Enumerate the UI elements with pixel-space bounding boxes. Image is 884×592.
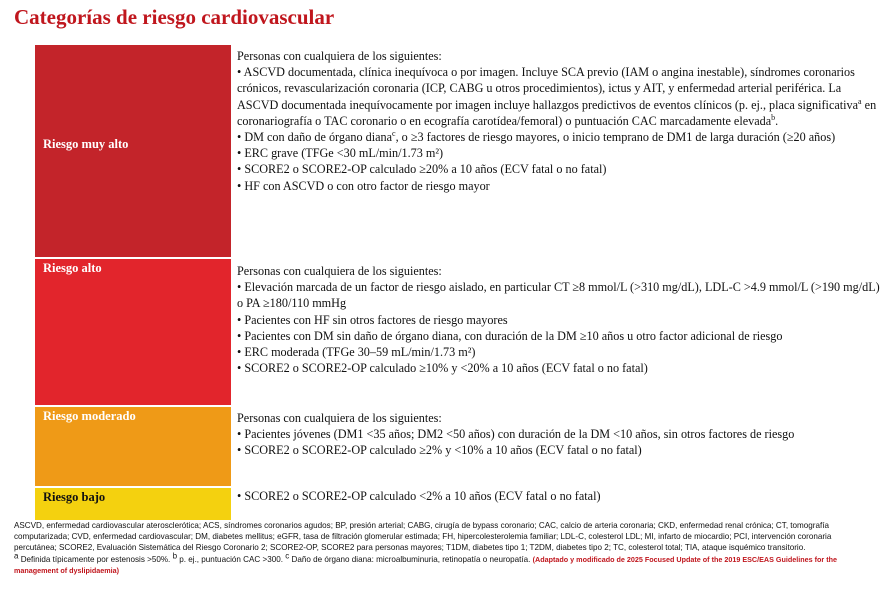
criteria-item: • DM con daño de órgano diana$^c$, o ≥3 factores de riesgo mayores, o inicio temprano de DM1 de larga duración (≥20 años) <box>237 129 880 145</box>
category-label: Riesgo moderado <box>43 409 136 423</box>
footnotes <box>14 520 876 576</box>
row-moderate-risk <box>35 407 880 488</box>
criteria-item: • Elevación marcada de un factor de riesgo aislado, en particular CT ≥8 mmol/L (>310 mg/dL), LDL-C >4.9 mmol/L (>190 mg/dL) o PA ≥180/110 mmHg <box>237 279 880 311</box>
row-low-risk <box>35 488 880 520</box>
page-title: Categorías de riesgo cardiovascular <box>14 5 335 29</box>
criteria-item: • SCORE2 o SCORE2-OP calculado <2% a 10 años (ECV fatal o no fatal) <box>237 488 880 504</box>
category-cell-low <box>35 488 231 520</box>
criteria-item: • SCORE2 o SCORE2-OP calculado ≥10% y <20% a 10 años (ECV fatal o no fatal) <box>237 360 880 376</box>
category-cell-high <box>35 259 231 407</box>
category-label: Riesgo bajo <box>43 490 106 504</box>
criteria-cell-moderate <box>231 407 880 488</box>
footnote-marker: b <box>771 112 776 122</box>
category-label: Riesgo alto <box>43 261 102 275</box>
risk-categories-table <box>35 45 880 520</box>
criteria-item: • SCORE2 o SCORE2-OP calculado ≥2% y <10% a 10 años (ECV fatal o no fatal) <box>237 442 880 458</box>
criteria-item: • Pacientes con DM sin daño de órgano diana, con duración de la DM ≥10 años u otro factor adicional de riesgo <box>237 328 880 344</box>
criteria-cell-very-high <box>231 45 880 259</box>
footnote-definitions: $^a$ Definida típicamente por estenosis >50%. $^b$ p. ej., puntuación CAC >300. $^c$ Daño de órgano diana: microalbuminuria, retinopatía o neuropatía. (Adaptado y modificado de 2025 Focused Update of the 2019 ESC/EAS Guidelines for the management of dyslipidaemia) <box>14 550 837 575</box>
criteria-item: • Pacientes jóvenes (DM1 <35 años; DM2 <50 años) con duración de la DM <10 años, sin otros factores de riesgo <box>237 426 880 442</box>
criteria-heading: Personas con cualquiera de los siguientes: <box>237 49 442 63</box>
category-label: Riesgo muy alto <box>43 137 129 151</box>
criteria-item: • ERC grave (TFGe <30 mL/min/1.73 m²) <box>237 145 880 161</box>
criteria-item: • Pacientes con HF sin otros factores de riesgo mayores <box>237 312 880 328</box>
criteria-item: • ERC moderada (TFGe 30–59 mL/min/1.73 m²) <box>237 344 880 360</box>
criteria-heading: Personas con cualquiera de los siguientes: <box>237 411 442 425</box>
criteria-item: • HF con ASCVD o con otro factor de riesgo mayor <box>237 178 880 194</box>
criteria-item: • ASCVD documentada, clínica inequívoca o por imagen. Incluye SCA previo (IAM o angina inestable), síndromes coronarios crónicos, revascularización coronaria (ICP, CABG u otros procedimientos), ictus y AIT, y enfermedad arterial periférica. La ASCVD documentada inequívocamente por imagen incluye hallazgos predictivos de eventos clínicos (p. ej., placa significativa$^a$ en coronariografía o TAC coronario o en ecografía carotídea/femoral) o puntuación CAC marcadamente elevada$^b$. <box>237 64 880 129</box>
footnote-marker: a <box>858 96 862 106</box>
criteria-cell-high <box>231 259 880 407</box>
footnote-marker: c <box>392 128 396 138</box>
row-very-high-risk <box>35 45 880 259</box>
row-high-risk <box>35 259 880 407</box>
abbreviations-note: ASCVD, enfermedad cardiovascular aterosclerótica; ACS, síndromes coronarios agudos; BP, presión arterial; CABG, cirugía de bypass coronario; CAC, calcio de arteria coronaria; CKD, enfermedad renal crónica; CT, tomografía computarizada; CVD, enfermedad cardiovascular; DM, diabetes mellitus; eGFR, tasa de filtración glomerular estimada; FH, hipercolesterolemia familiar; LDL-C, colesterol LDL; MI, infarto de miocardio; PCI, intervención coronaria percutánea; SCORE2, Evaluación Sistemática del Riesgo Coronario 2; SCORE2-OP, SCORE2 para personas mayores; T1DM, diabetes tipo 1; T2DM, diabetes tipo 2; TC, colesterol total; TIA, ataque isquémico transitorio. <box>14 521 832 553</box>
category-cell-moderate <box>35 407 231 488</box>
criteria-item: • SCORE2 o SCORE2-OP calculado ≥20% a 10 años (ECV fatal o no fatal) <box>237 161 880 177</box>
criteria-heading: Personas con cualquiera de los siguientes: <box>237 264 442 278</box>
category-cell-very-high <box>35 45 231 259</box>
criteria-cell-low <box>231 488 880 520</box>
source-citation: (Adaptado y modificado de 2025 Focused Update of the 2019 ESC/EAS Guidelines for the management of dyslipidaemia) <box>14 554 837 575</box>
